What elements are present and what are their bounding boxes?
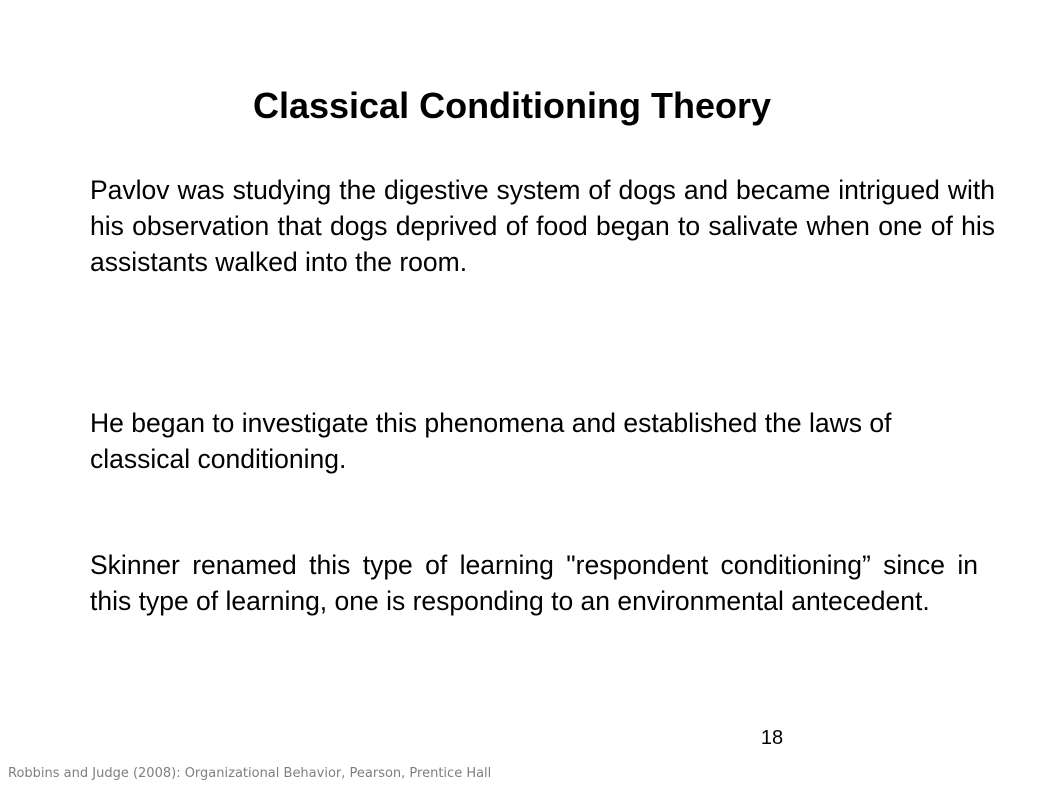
paragraph-skinner: Skinner renamed this type of learning "respondent conditioning” since in this type of learning, one is responding to an environmental antecedent.	[90, 550, 978, 616]
paragraph-pavlov: Pavlov was studying the digestive system of dogs and became intrigued with his observation that dogs deprived of food began to salivate when one of his assistants walked into the room.	[90, 175, 995, 277]
page-number: 18	[760, 727, 784, 749]
citation-footer: Robbins and Judge (2008): Organizational Behavior, Pearson, Prentice Hall	[8, 766, 492, 781]
paragraph-laws: He began to investigate this phenomena and established the laws of classical conditioning.	[90, 408, 892, 474]
slide-title: Classical Conditioning Theory	[252, 85, 772, 126]
